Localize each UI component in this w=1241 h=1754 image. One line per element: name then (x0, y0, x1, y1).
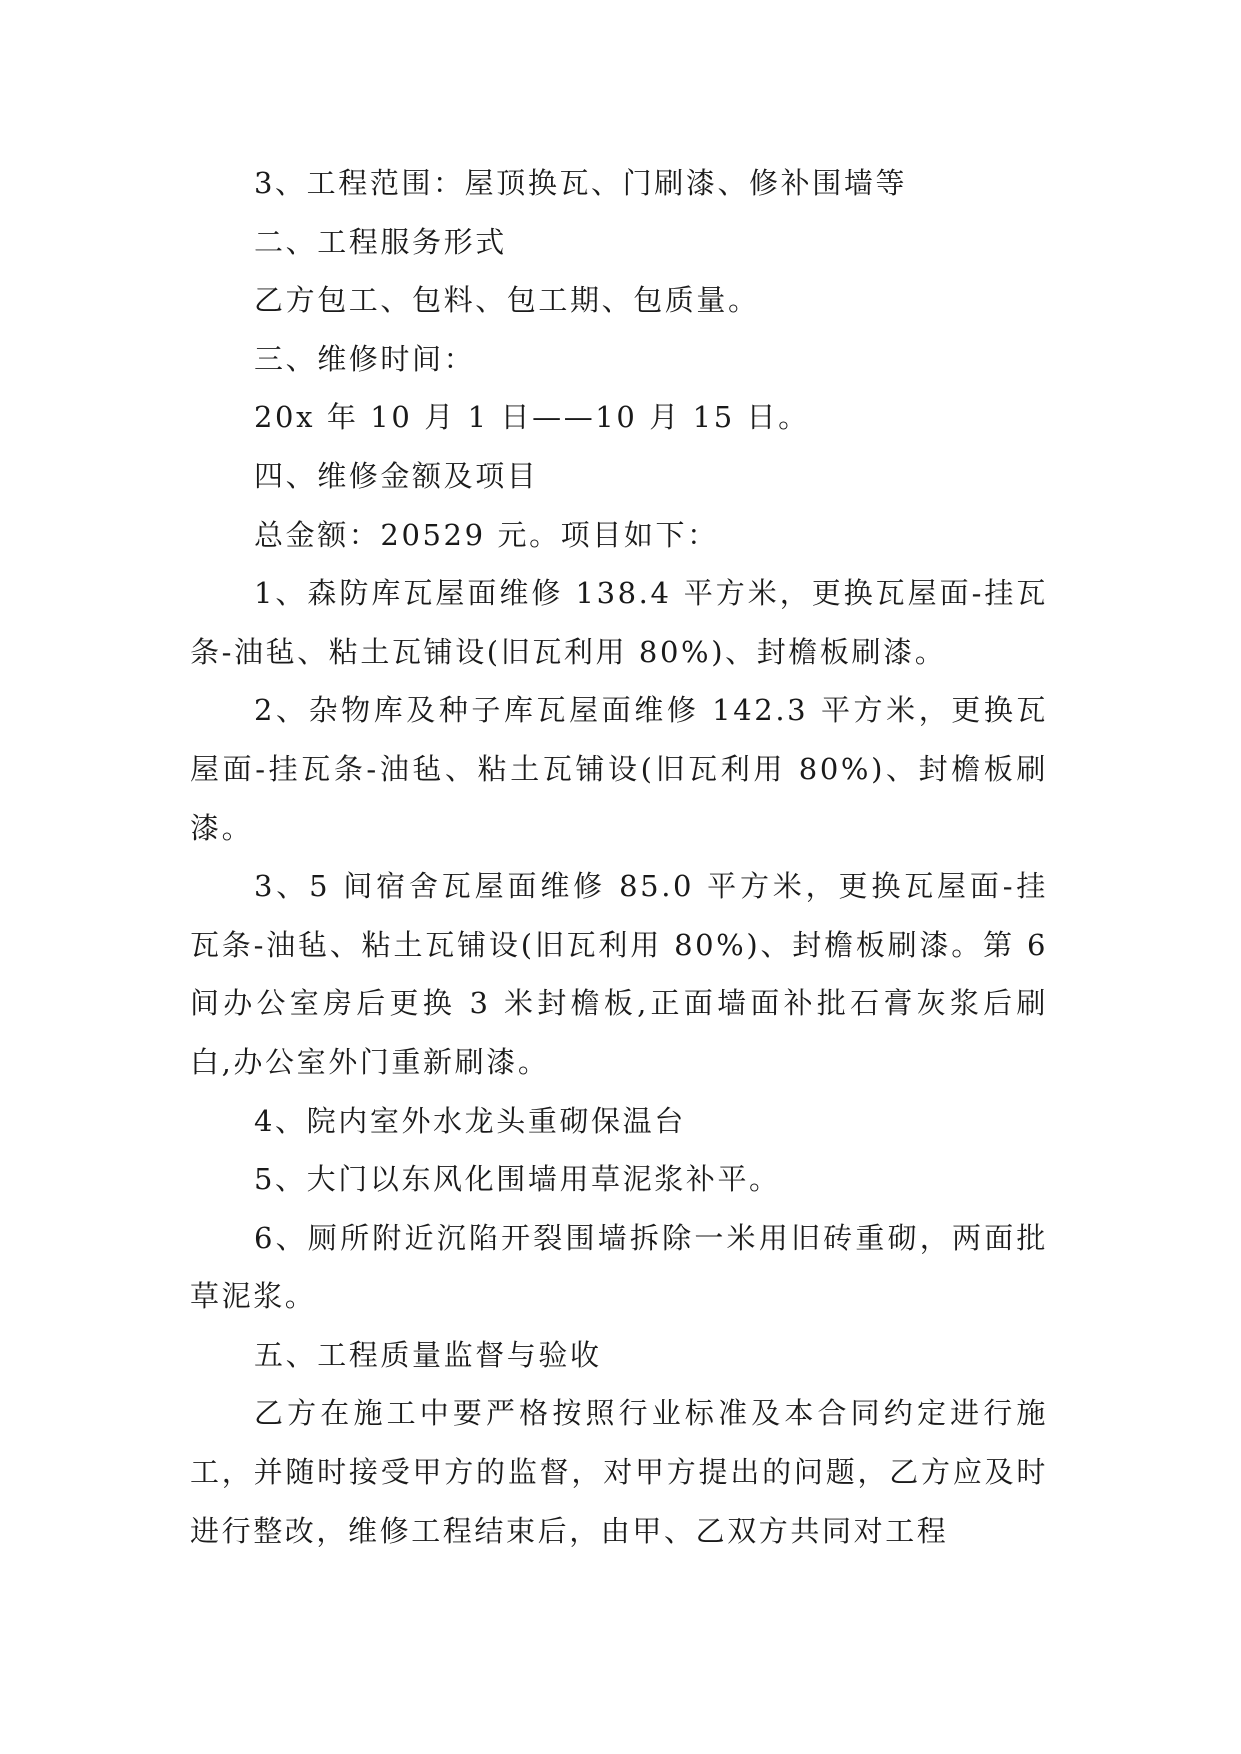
paragraph-quality-acceptance: 乙方在施工中要严格按照行业标准及本合同约定进行施工，并随时接受甲方的监督，对甲方提出的问题，乙方应及时进行整改，维修工程结束后，由甲、乙双方共同对工程 (190, 1396, 1048, 1548)
heading-amount-items: 四、维修金额及项目 (254, 458, 539, 493)
list-item-4: 4、院内室外水龙头重砌保温台 (254, 1103, 686, 1138)
heading-repair-time: 三、维修时间： (254, 341, 476, 376)
list-item-5: 5、大门以东风化围墙用草泥浆补平。 (254, 1162, 781, 1197)
list-item-3: 3、5 间宿舍瓦屋面维修 85.0 平方米，更换瓦屋面-挂瓦条-油毡、粘土瓦铺设(旧瓦利用 80%)、封檐板刷漆。第 6 间办公室房后更换 3 米封檐板,正面墙面补批石膏灰浆后刷白,办公室外门重新刷漆。 (190, 869, 1048, 1079)
list-item-2: 2、杂物库及种子库瓦屋面维修 142.3 平方米，更换瓦屋面-挂瓦条-油毡、粘土瓦铺设(旧瓦利用 80%)、封檐板刷漆。 (190, 693, 1048, 845)
list-item-1: 1、森防库瓦屋面维修 138.4 平方米，更换瓦屋面-挂瓦条-油毡、粘土瓦铺设(旧瓦利用 80%)、封檐板刷漆。 (190, 576, 1048, 669)
list-item-6: 6、厕所附近沉陷开裂围墙拆除一米用旧砖重砌，两面批草泥浆。 (190, 1220, 1048, 1314)
paragraph-service-form: 乙方包工、包料、包工期、包质量。 (254, 283, 760, 318)
paragraph-repair-time: 20x 年 10 月 1 日——10 月 15 日。 (254, 400, 810, 435)
document-body (190, 154, 1048, 1560)
paragraph-scope: 3、工程范围：屋顶换瓦、门刷漆、修补围墙等 (254, 166, 908, 200)
heading-quality-acceptance: 五、工程质量监督与验收 (254, 1337, 602, 1372)
paragraph-total-amount: 总金额：20529 元。项目如下： (254, 517, 719, 552)
heading-service-form: 二、工程服务形式 (254, 224, 507, 259)
